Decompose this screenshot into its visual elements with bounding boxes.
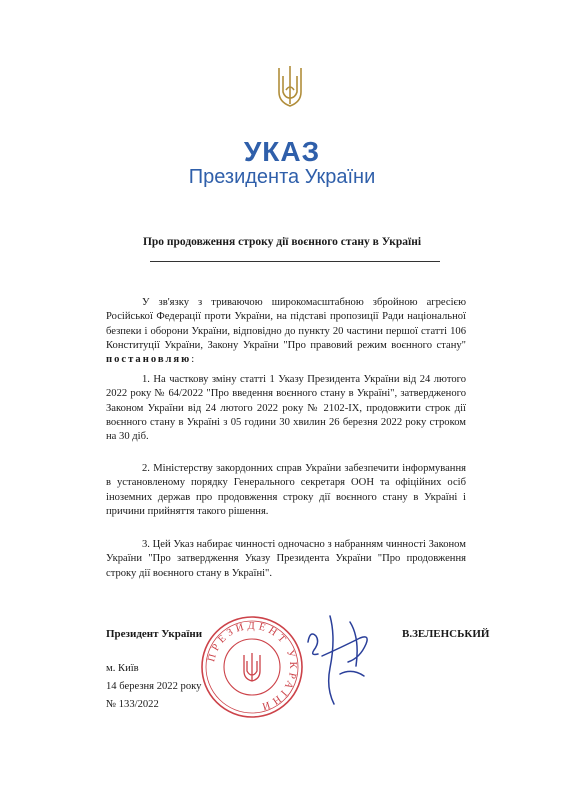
issue-city: м. Київ bbox=[106, 663, 139, 674]
article-3: 3. Цей Указ набирає чинності одночасно з набранням чинності Законом України "Про затвердження Указу Президента України "Про продовження строку дії воєнного стану в Україні". bbox=[106, 539, 466, 579]
decree-word: постановляю bbox=[106, 354, 192, 366]
decree-subtitle: Президента України bbox=[188, 166, 376, 188]
decree-title: УКАЗ bbox=[243, 136, 321, 167]
official-seal bbox=[200, 615, 304, 719]
seal-text: ПРЕЗИДЕНТ УКРАЇНИ bbox=[206, 620, 299, 713]
preamble-paragraph: У зв'язку з триваючою широкомасштабною збройною агресією Російської Федерації проти України, на підставі пропозиції Ради національної безпеки і оборони України, відповідно до пункту 20 частини першої статті 106 Конституції України, Закону України "Про правовий режим воєнного стану" постановляю: bbox=[106, 297, 466, 366]
issue-date: 14 березня 2022 року bbox=[106, 681, 202, 692]
preamble-text: У зв'язку з триваючою широкомасштабною збройною агресією Російської Федерації проти України, на підставі пропозиції Ради національної безпеки і оборони України, відповідно до пункту 20 частини першої статті 106 Конституції України, Закону України "Про правовий режим воєнного стану" bbox=[106, 297, 466, 351]
article-2: 2. Міністерству закордонних справ України забезпечити інформування в установленому порядку Генерального секретаря ООН та офіційних осіб іноземних держав про продовження строку дії воєнного стану в Україні і причини прийняття такого рішення. bbox=[106, 463, 466, 517]
trident-icon bbox=[277, 64, 303, 108]
signatory-name: В.ЗЕЛЕНСЬКИЙ bbox=[402, 628, 490, 640]
handwritten-signature bbox=[300, 608, 392, 708]
signatory-title: Президент України bbox=[106, 628, 203, 640]
document-heading: Про продовження строку дії воєнного стану в Україні bbox=[142, 236, 422, 248]
heading-divider bbox=[150, 261, 440, 262]
decree-number: № 133/2022 bbox=[106, 699, 159, 710]
article-1: 1. На часткову зміну статті 1 Указу Президента України від 24 лютого 2022 року № 64/2022 "Про введення воєнного стану в Україні", затвердженого Законом України від 24 лютого 2022 року № 2102-IX, продовжити строк дії воєнного стану в Україні з 05 години 30 хвилин 26 березня 2022 року строком на 30 діб. bbox=[106, 374, 466, 443]
